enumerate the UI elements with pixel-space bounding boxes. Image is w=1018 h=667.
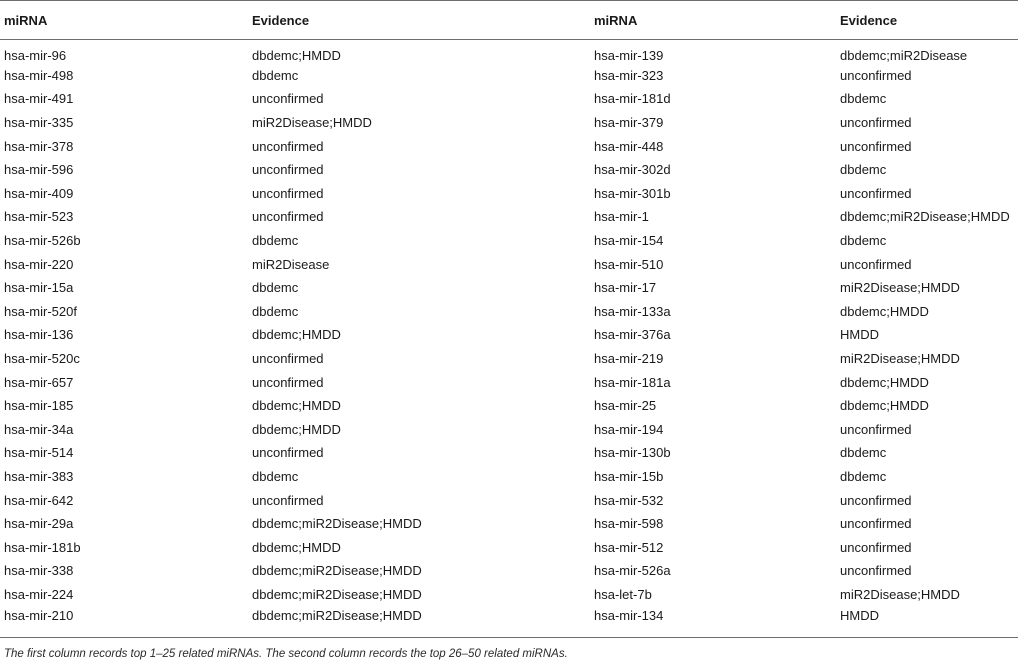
mirna-rank-26-50: hsa-mir-139 xyxy=(594,47,664,63)
table-row xyxy=(0,512,1018,536)
evidence-rank-26-50: dbdemc xyxy=(840,445,887,461)
table-row xyxy=(0,583,1018,607)
evidence-rank-1-25: unconfirmed xyxy=(252,138,324,154)
table-row xyxy=(0,158,1018,182)
table-row xyxy=(0,40,1018,64)
table-header xyxy=(0,1,1018,40)
evidence-rank-1-25: unconfirmed xyxy=(252,209,324,225)
evidence-rank-1-25: dbdemc;miR2Disease;HMDD xyxy=(252,586,422,602)
mirna-rank-1-25: hsa-mir-335 xyxy=(4,115,74,131)
mirna-rank-26-50: hsa-mir-532 xyxy=(594,492,664,508)
mirna-rank-26-50: hsa-mir-130b xyxy=(594,445,671,461)
evidence-rank-26-50: dbdemc xyxy=(840,91,887,107)
mirna-rank-26-50: hsa-mir-134 xyxy=(594,608,664,624)
mirna-rank-1-25: hsa-mir-224 xyxy=(4,586,74,602)
table-row xyxy=(0,87,1018,111)
table-row xyxy=(0,441,1018,465)
table-row xyxy=(0,229,1018,253)
mirna-rank-26-50: hsa-mir-154 xyxy=(594,233,664,249)
mirna-rank-26-50: hsa-mir-301b xyxy=(594,185,671,201)
mirna-rank-26-50: hsa-mir-15b xyxy=(594,468,664,484)
mirna-rank-1-25: hsa-mir-185 xyxy=(4,398,74,414)
evidence-rank-1-25: dbdemc xyxy=(252,233,299,249)
evidence-rank-26-50: dbdemc;HMDD xyxy=(840,398,929,414)
mirna-rank-26-50: hsa-mir-1 xyxy=(594,209,649,225)
mirna-rank-26-50: hsa-mir-133a xyxy=(594,303,671,319)
mirna-rank-26-50: hsa-mir-17 xyxy=(594,280,657,296)
table-footnote: The first column records top 1–25 related miRNAs. The second column records the top 26–50 related miRNAs. xyxy=(4,648,568,660)
mirna-rank-1-25: hsa-mir-15a xyxy=(4,280,74,296)
evidence-rank-1-25: miR2Disease;HMDD xyxy=(252,115,372,131)
evidence-rank-26-50: unconfirmed xyxy=(840,256,912,272)
mirna-rank-26-50: hsa-mir-194 xyxy=(594,421,664,437)
table-row xyxy=(0,370,1018,394)
evidence-rank-26-50: unconfirmed xyxy=(840,539,912,555)
evidence-rank-26-50: unconfirmed xyxy=(840,115,912,131)
mirna-rank-26-50: hsa-mir-219 xyxy=(594,351,664,367)
mirna-rank-1-25: hsa-mir-210 xyxy=(4,608,74,624)
table-row xyxy=(0,252,1018,276)
evidence-rank-1-25: dbdemc;miR2Disease;HMDD xyxy=(252,608,422,624)
header-mirna-2: miRNA xyxy=(590,1,836,40)
evidence-rank-26-50: unconfirmed xyxy=(840,516,912,532)
mirna-rank-26-50: hsa-mir-181d xyxy=(594,91,671,107)
table-row xyxy=(0,347,1018,371)
evidence-rank-26-50: unconfirmed xyxy=(840,67,912,83)
table-row xyxy=(0,276,1018,300)
evidence-rank-1-25: unconfirmed xyxy=(252,185,324,201)
mirna-rank-1-25: hsa-mir-34a xyxy=(4,421,74,437)
table-row xyxy=(0,535,1018,559)
evidence-rank-26-50: dbdemc;HMDD xyxy=(840,303,929,319)
evidence-rank-26-50: unconfirmed xyxy=(840,492,912,508)
mirna-rank-26-50: hsa-mir-512 xyxy=(594,539,664,555)
evidence-rank-1-25: dbdemc;miR2Disease;HMDD xyxy=(252,516,422,532)
mirna-rank-1-25: hsa-mir-220 xyxy=(4,256,74,272)
evidence-rank-1-25: dbdemc xyxy=(252,67,299,83)
evidence-rank-1-25: unconfirmed xyxy=(252,351,324,367)
mirna-rank-26-50: hsa-mir-510 xyxy=(594,256,664,272)
evidence-rank-1-25: dbdemc;HMDD xyxy=(252,421,341,437)
table-row xyxy=(0,64,1018,88)
table-row xyxy=(0,418,1018,442)
table-row xyxy=(0,394,1018,418)
mirna-rank-26-50: hsa-mir-376a xyxy=(594,327,671,343)
evidence-rank-26-50: dbdemc;miR2Disease xyxy=(840,47,968,63)
table-row xyxy=(0,182,1018,206)
evidence-rank-26-50: miR2Disease;HMDD xyxy=(840,351,960,367)
mirna-rank-1-25: hsa-mir-409 xyxy=(4,185,74,201)
table-row xyxy=(0,205,1018,229)
evidence-rank-1-25: unconfirmed xyxy=(252,162,324,178)
mirna-rank-26-50: hsa-mir-598 xyxy=(594,516,664,532)
mirna-rank-26-50: hsa-mir-181a xyxy=(594,374,671,390)
mirna-rank-1-25: hsa-mir-523 xyxy=(4,209,74,225)
evidence-rank-26-50: HMDD xyxy=(840,608,879,624)
evidence-rank-1-25: dbdemc;HMDD xyxy=(252,398,341,414)
mirna-rank-1-25: hsa-mir-96 xyxy=(4,47,67,63)
evidence-rank-26-50: unconfirmed xyxy=(840,421,912,437)
evidence-rank-26-50: unconfirmed xyxy=(840,185,912,201)
evidence-rank-1-25: unconfirmed xyxy=(252,91,324,107)
mirna-rank-1-25: hsa-mir-29a xyxy=(4,516,74,532)
mirna-rank-1-25: hsa-mir-642 xyxy=(4,492,74,508)
table-row xyxy=(0,488,1018,512)
table-body xyxy=(0,40,1018,630)
evidence-rank-26-50: dbdemc;miR2Disease;HMDD xyxy=(840,209,1010,225)
mirna-rank-1-25: hsa-mir-514 xyxy=(4,445,74,461)
mirna-rank-1-25: hsa-mir-491 xyxy=(4,91,74,107)
mirna-rank-1-25: hsa-mir-181b xyxy=(4,539,81,555)
table-row xyxy=(0,465,1018,489)
mirna-rank-26-50: hsa-mir-302d xyxy=(594,162,671,178)
evidence-rank-26-50: dbdemc;HMDD xyxy=(840,374,929,390)
table-row xyxy=(0,606,1018,630)
mirna-rank-26-50: hsa-mir-526a xyxy=(594,563,671,579)
evidence-rank-1-25: dbdemc;HMDD xyxy=(252,327,341,343)
table-bottom-rule xyxy=(0,637,1018,638)
table-row xyxy=(0,300,1018,324)
evidence-rank-1-25: miR2Disease xyxy=(252,256,330,272)
mirna-rank-1-25: hsa-mir-526b xyxy=(4,233,81,249)
evidence-rank-1-25: dbdemc xyxy=(252,280,299,296)
header-evidence-2: Evidence xyxy=(836,1,1018,40)
mirna-rank-1-25: hsa-mir-136 xyxy=(4,327,74,343)
evidence-rank-1-25: unconfirmed xyxy=(252,374,324,390)
mirna-rank-1-25: hsa-mir-520f xyxy=(4,303,77,319)
evidence-rank-26-50: unconfirmed xyxy=(840,563,912,579)
table-row xyxy=(0,111,1018,135)
evidence-rank-1-25: unconfirmed xyxy=(252,445,324,461)
header-row xyxy=(0,1,1018,40)
evidence-rank-26-50: dbdemc xyxy=(840,468,887,484)
mirna-rank-1-25: hsa-mir-383 xyxy=(4,468,74,484)
mirna-rank-26-50: hsa-mir-448 xyxy=(594,138,664,154)
evidence-rank-1-25: unconfirmed xyxy=(252,492,324,508)
evidence-rank-26-50: dbdemc xyxy=(840,162,887,178)
evidence-rank-26-50: unconfirmed xyxy=(840,138,912,154)
evidence-rank-1-25: dbdemc;HMDD xyxy=(252,539,341,555)
table-row xyxy=(0,134,1018,158)
mirna-rank-26-50: hsa-mir-379 xyxy=(594,115,664,131)
evidence-rank-26-50: miR2Disease;HMDD xyxy=(840,280,960,296)
mirna-rank-1-25: hsa-mir-657 xyxy=(4,374,74,390)
evidence-rank-1-25: dbdemc;HMDD xyxy=(252,47,341,63)
evidence-rank-26-50: HMDD xyxy=(840,327,879,343)
evidence-rank-26-50: miR2Disease;HMDD xyxy=(840,586,960,602)
mirna-rank-26-50: hsa-let-7b xyxy=(594,586,652,602)
mirna-rank-1-25: hsa-mir-596 xyxy=(4,162,74,178)
header-evidence-1: Evidence xyxy=(248,1,590,40)
mirna-rank-1-25: hsa-mir-378 xyxy=(4,138,74,154)
table-row xyxy=(0,559,1018,583)
mirna-rank-1-25: hsa-mir-498 xyxy=(4,67,74,83)
table-row xyxy=(0,323,1018,347)
evidence-rank-1-25: dbdemc xyxy=(252,303,299,319)
evidence-rank-1-25: dbdemc;miR2Disease;HMDD xyxy=(252,563,422,579)
mirna-rank-1-25: hsa-mir-520c xyxy=(4,351,80,367)
header-mirna-1: miRNA xyxy=(0,1,248,40)
mirna-rank-26-50: hsa-mir-25 xyxy=(594,398,657,414)
evidence-rank-26-50: dbdemc xyxy=(840,233,887,249)
evidence-rank-1-25: dbdemc xyxy=(252,468,299,484)
mirna-rank-1-25: hsa-mir-338 xyxy=(4,563,74,579)
mirna-rank-26-50: hsa-mir-323 xyxy=(594,67,664,83)
